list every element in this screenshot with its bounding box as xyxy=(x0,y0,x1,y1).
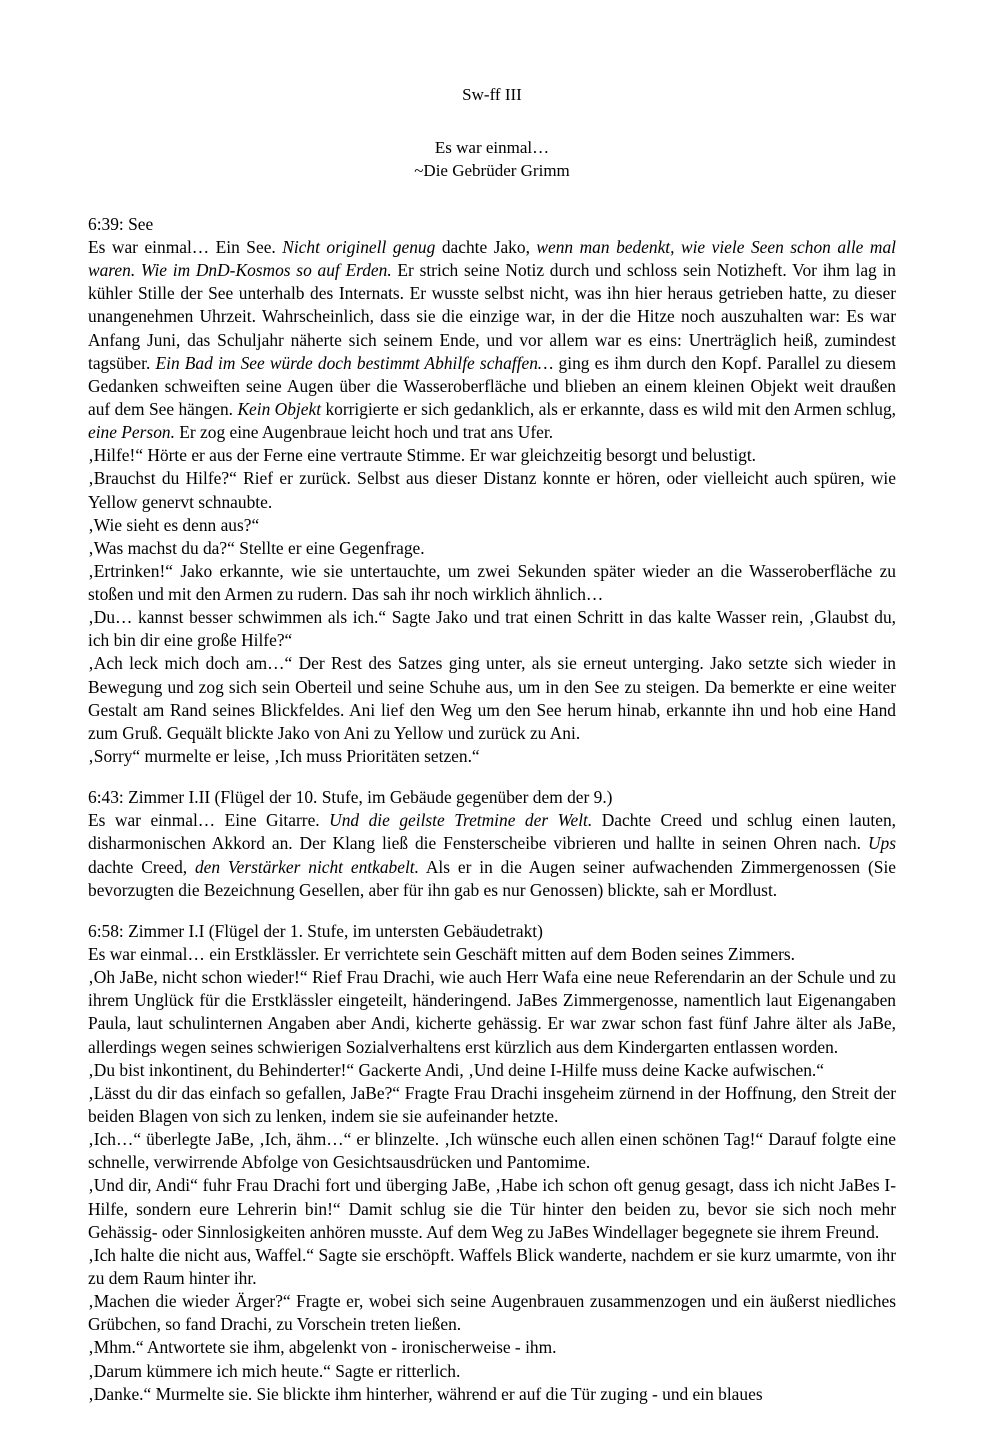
italic-text-run: Kein Objekt xyxy=(237,398,322,419)
paragraph xyxy=(88,1174,896,1243)
italic-text-run: wenn man bedenkt, wie viele Seen schon alle mal waren. Wie im DnD-Kosmos so auf Erden. xyxy=(88,236,896,281)
subtitle-line-1: Es war einmal… xyxy=(434,137,550,157)
text-run: ‚Wie sieht es denn aus?“ xyxy=(88,514,260,535)
text-run: ‚Machen die wieder Ärger?“ Fragte er, wobei sich seine Augenbrauen zusammenzogen und ein äußerst niedliches Grübchen, so fand Drachi, zu Vorschein treten ließen. xyxy=(88,1291,896,1335)
document-section xyxy=(88,786,896,902)
text-run: dachte Jako, xyxy=(435,236,537,257)
text-run: Es war einmal… Eine Gitarre. xyxy=(88,810,330,831)
text-run: ‚Was machst du da?“ Stellte er eine Gegenfrage. xyxy=(88,537,425,558)
paragraph xyxy=(88,652,896,745)
paragraph xyxy=(88,236,896,444)
document-body xyxy=(88,213,896,1406)
text-run: Als er in die Augen seiner aufwachenden Zimmergenossen (Sie bevorzugten die Bezeichnung Gesellen, aber für ihn gab es nur Genossen) blickte, sah er Mordlust. xyxy=(88,856,896,900)
text-run: ‚Hilfe!“ Hörte er aus der Ferne eine vertraute Stimme. Er war gleichzeitig besorgt und belustigt. xyxy=(88,445,757,466)
paragraph xyxy=(88,966,896,1059)
paragraph xyxy=(88,1360,896,1383)
text-run: dachte Creed, xyxy=(88,856,195,877)
text-run: ‚Darum kümmere ich mich heute.“ Sagte er ritterlich. xyxy=(88,1360,461,1381)
paragraph xyxy=(88,1290,896,1336)
paragraph xyxy=(88,809,896,902)
italic-text-run: Ein Bad im See würde doch bestimmt Abhilfe schaffen… xyxy=(155,352,554,373)
text-run: ‚Lässt du dir das einfach so gefallen, JaBe?“ Fragte Frau Drachi insgeheim zürnend in der Hoffnung, den Streit der beiden Blagen von sich zu lenken, indem sie sie aufeinander hetzte. xyxy=(88,1082,896,1127)
italic-text-run: Nicht originell genug xyxy=(282,236,436,257)
text-run: Es war einmal… Ein See. xyxy=(88,236,283,257)
text-run: ‚Oh JaBe, nicht schon wieder!“ Rief Frau Drachi, wie auch Herr Wafa eine neue Referendarin an der Schule und zu ihrem Unglück für die Erstklässler eingeteilt, händeringend. JaBes Zimmergenosse, namentlich laut Eigenangaben Paula, laut schulinternen Angaben aber Andi, kicherte gehässig. Er war zwar schon fast fünf Jahre älter als JaBe, allerdings wegen seines schwierigen Sozialverhaltens erst kürzlich aus dem Kindergarten entlassen worden. xyxy=(88,967,896,1057)
document-subtitle xyxy=(88,137,896,183)
paragraph xyxy=(88,606,896,652)
paragraph xyxy=(88,444,896,467)
section-heading: 6:43: Zimmer I.II (Flügel der 10. Stufe, im Gebäude gegenüber dem der 9.) xyxy=(88,787,613,808)
page-title: Sw-ff III xyxy=(462,85,522,104)
text-run: Er zog eine Augenbraue leicht hoch und trat ans Ufer. xyxy=(174,422,554,443)
text-run: ging es ihm durch den Kopf. Parallel zu diesem Gedanken schweiften seine Augen über die Wasseroberfläche und blieben an einem kleinen Objekt weit draußen auf dem See hängen. xyxy=(88,352,896,419)
text-run: Dachte Creed und schlug einen lauten, disharmonischen Akkord an. Der Klang ließ die Fensterscheibe vibrieren und hallte in seinen Ohren nach. xyxy=(88,810,896,854)
paragraph xyxy=(88,537,896,560)
paragraph xyxy=(88,1059,896,1082)
paragraph xyxy=(88,467,896,513)
section-heading: 6:39: See xyxy=(88,213,154,234)
text-run: ‚Und dir, Andi“ fuhr Frau Drachi fort und überging JaBe, ‚Habe ich schon oft genug gesagt, dass ich nicht JaBes I-Hilfe, sondern eure Lehrerin bin!“ Damit schlug sie die Tür hinter den beiden zu, bevor sie sich noch mehr Gehässig- oder Sinnlosigkeiten anhören musste. Auf dem Weg zu JaBes Windellager begegnete sie ihrem Freund. xyxy=(88,1175,896,1242)
text-run: ‚Ertrinken!“ Jako erkannte, wie sie untertauchte, um zwei Sekunden später wieder an die Wasseroberfläche zu stoßen und mit den Armen zu rudern. Das sah ihr noch wirklich ähnlich… xyxy=(88,560,896,605)
text-run: ‚Du… kannst besser schwimmen als ich.“ Sagte Jako und trat einen Schritt in das kalte Wasser rein, ‚Glaubst du, ich bin dir eine große Hilfe?“ xyxy=(88,607,896,651)
italic-text-run: Und die geilste Tretmine der Welt. xyxy=(329,810,593,831)
section-heading: 6:58: Zimmer I.I (Flügel der 1. Stufe, im untersten Gebäudetrakt) xyxy=(88,920,543,941)
italic-text-run: den Verstärker nicht entkabelt. xyxy=(194,856,419,877)
paragraph xyxy=(88,745,896,768)
paragraph xyxy=(88,1244,896,1290)
paragraph xyxy=(88,1128,896,1174)
text-run: ‚Sorry“ murmelte er leise, ‚Ich muss Prioritäten setzen.“ xyxy=(88,746,480,767)
text-run: Es war einmal… ein Erstklässler. Er verrichtete sein Geschäft mitten auf dem Boden seines Zimmers. xyxy=(88,944,796,965)
text-run: ‚Mhm.“ Antwortete sie ihm, abgelenkt von - ironischerweise - ihm. xyxy=(88,1337,557,1358)
text-run: ‚Ich…“ überlegte JaBe, ‚Ich, ähm…“ er blinzelte. ‚Ich wünsche euch allen einen schönen Tag!“ Darauf folgte eine schnelle, verwirrende Abfolge von Gesichtsausdrücken und Pantomime. xyxy=(88,1129,896,1173)
italic-text-run: eine Person. xyxy=(88,422,175,443)
paragraph xyxy=(88,1082,896,1128)
text-run: Er strich seine Notiz durch und schloss sein Notizheft. Vor ihm lag in kühler Stille der See unterhalb des Internats. Er wusste selbst nicht, was ihn hier heraus getrieben hatte, zu dieser unangenehmen Uhrzeit. Wahrscheinlich, dass sie die einzige war, in der die Hitze noch auszuhalten war: Es war Anfang Juni, das Schuljahr näherte sich seinem Ende, und vor allem war es eins: Unerträglich heiß, zumindest tagsüber. xyxy=(88,260,896,373)
paragraph xyxy=(88,560,896,606)
text-run: ‚Danke.“ Murmelte sie. Sie blickte ihm hinterher, während er auf die Tür zuging - und ein blaues xyxy=(88,1383,763,1404)
text-run: ‚Brauchst du Hilfe?“ Rief er zurück. Selbst aus dieser Distanz konnte er hören, oder vielleicht auch spüren, wie Yellow genervt schnaubte. xyxy=(88,468,896,512)
document-section xyxy=(88,213,896,768)
paragraph xyxy=(88,1383,896,1406)
paragraph xyxy=(88,943,896,966)
document-section xyxy=(88,920,896,1406)
text-run: korrigierte er sich gedanklich, als er erkannte, dass es wild mit den Armen schlug, xyxy=(321,398,896,419)
paragraph xyxy=(88,1336,896,1359)
paragraph xyxy=(88,514,896,537)
text-run: ‚Du bist inkontinent, du Behinderter!“ Gackerte Andi, ‚Und deine I-Hilfe muss deine Kacke aufwischen.“ xyxy=(88,1059,824,1080)
text-run: ‚Ich halte die nicht aus, Waffel.“ Sagte sie erschöpft. Waffels Blick wanderte, nachdem er sie kurz umarmte, von ihr zu dem Raum hinter ihr. xyxy=(88,1244,896,1288)
italic-text-run: Ups xyxy=(867,833,896,854)
subtitle-line-2: ~Die Gebrüder Grimm xyxy=(414,160,570,180)
text-run: ‚Ach leck mich doch am…“ Der Rest des Satzes ging unter, als sie erneut unterging. Jako setzte sich wieder in Bewegung und zog sich sein Oberteil und seine Schuhe aus, um in den See zu steigen. Da bemerkte er eine weiter Gestalt am Rand seines Blickfeldes. Ani lief den Weg um den See herum hinab, erkannte ihn und hob eine Hand zum Gruß. Gequält blickte Jako von Ani zu Yellow und zurück zu Ani. xyxy=(88,653,896,743)
